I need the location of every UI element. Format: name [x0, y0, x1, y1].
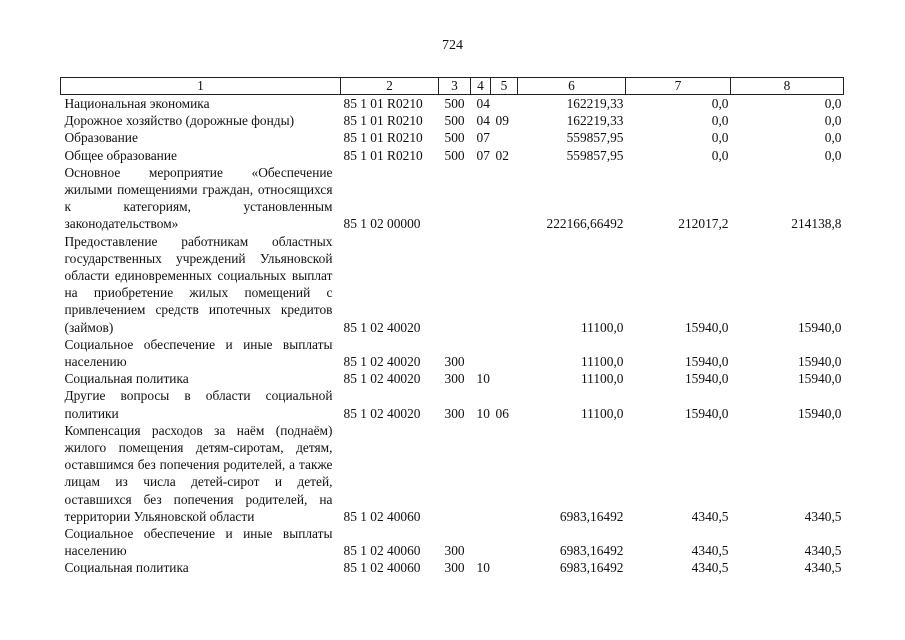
row-expense-type — [439, 164, 471, 233]
row-code: 85 1 01 R0210 — [343, 96, 423, 111]
row-section — [471, 336, 491, 370]
row-subsection — [491, 233, 518, 336]
row-name: Другие вопросы в области социальной политики — [64, 388, 333, 421]
column-header: 7 — [626, 78, 731, 95]
row-amount-8: 15940,0 — [797, 405, 842, 421]
row-amount-7: 0,0 — [711, 147, 729, 163]
row-amount-6: 11100,0 — [580, 354, 624, 370]
table-row — [61, 95, 844, 113]
row-amount-7: 4340,5 — [691, 543, 729, 559]
budget-table — [60, 77, 844, 577]
row-amount-7: 15940,0 — [684, 405, 729, 421]
table-row — [61, 164, 844, 233]
row-amount-6: 222166,66492 — [546, 216, 624, 232]
row-section — [471, 422, 491, 525]
row-name: Компенсация расходов за наём (поднаём) жилого помещения детям-сиротам, детям, оставшимся без попечения родителей, а также лицам из числа детей-сирот и детей, оставшихся без попечения родителей, на территории Ульяновской области — [64, 422, 333, 524]
row-expense-type — [439, 422, 471, 525]
row-amount-6: 162219,33 — [566, 113, 624, 129]
table-row — [61, 387, 844, 421]
row-code: 85 1 02 40020 — [343, 354, 421, 370]
row-subsection: 02 — [495, 147, 509, 163]
column-header: 1 — [61, 78, 341, 95]
table-row — [61, 233, 844, 336]
row-name: Социальное обеспечение и иные выплаты населению — [64, 336, 333, 370]
row-name: Социальное обеспечение и иные выплаты населению — [64, 526, 333, 559]
table-row — [61, 525, 844, 559]
table-row — [61, 147, 844, 164]
row-amount-7: 212017,2 — [678, 216, 729, 232]
row-amount-6: 6983,16492 — [559, 543, 624, 559]
row-amount-6: 162219,33 — [566, 96, 624, 111]
row-amount-8: 0,0 — [824, 130, 842, 146]
row-amount-7: 15940,0 — [684, 354, 729, 370]
row-amount-8: 0,0 — [824, 147, 842, 163]
column-header: 6 — [518, 78, 626, 95]
row-subsection: 06 — [495, 405, 509, 421]
row-section: 10 — [476, 371, 490, 387]
row-amount-8: 15940,0 — [797, 371, 842, 387]
row-section — [471, 164, 491, 233]
row-amount-8: 15940,0 — [797, 319, 842, 335]
table-row — [61, 129, 844, 146]
row-name: Социальная политика — [64, 560, 189, 576]
row-section: 04 — [476, 113, 490, 129]
row-amount-8: 0,0 — [824, 113, 842, 129]
row-expense-type — [439, 233, 471, 336]
column-header: 5 — [491, 78, 518, 95]
row-code: 85 1 02 00000 — [343, 216, 421, 232]
row-amount-7: 4340,5 — [691, 508, 729, 524]
row-code: 85 1 02 40060 — [343, 543, 421, 559]
row-subsection — [491, 129, 518, 146]
row-expense-type: 500 — [444, 113, 465, 129]
row-expense-type: 500 — [444, 130, 465, 146]
row-subsection — [491, 422, 518, 525]
table-row — [61, 422, 844, 525]
row-name: Общее образование — [64, 147, 177, 163]
column-header: 2 — [341, 78, 439, 95]
row-amount-7: 15940,0 — [684, 319, 729, 335]
row-amount-6: 11100,0 — [580, 371, 624, 387]
table-row — [61, 336, 844, 370]
row-subsection — [491, 336, 518, 370]
row-amount-6: 6983,16492 — [559, 508, 624, 524]
table-row — [61, 370, 844, 387]
row-subsection — [491, 95, 518, 113]
row-code: 85 1 02 40020 — [343, 405, 421, 421]
row-amount-6: 559857,95 — [566, 130, 624, 146]
table-row — [61, 559, 844, 576]
row-subsection — [491, 559, 518, 576]
row-amount-6: 11100,0 — [580, 319, 624, 335]
row-amount-8: 4340,5 — [804, 508, 842, 524]
row-name: Национальная экономика — [64, 96, 210, 111]
row-expense-type: 300 — [444, 371, 465, 387]
row-section: 10 — [476, 405, 490, 421]
row-amount-7: 0,0 — [711, 113, 729, 129]
row-amount-8: 15940,0 — [797, 354, 842, 370]
row-section — [471, 233, 491, 336]
row-subsection — [491, 525, 518, 559]
row-section: 07 — [476, 130, 490, 146]
table-body — [61, 95, 844, 577]
row-section: 10 — [476, 560, 490, 576]
row-code: 85 1 01 R0210 — [343, 113, 423, 129]
column-header: 4 — [471, 78, 491, 95]
row-amount-6: 11100,0 — [580, 405, 624, 421]
row-code: 85 1 02 40060 — [343, 508, 421, 524]
row-code: 85 1 01 R0210 — [343, 147, 423, 163]
table-header-row — [61, 78, 844, 95]
row-name: Дорожное хозяйство (дорожные фонды) — [64, 113, 295, 129]
row-amount-8: 4340,5 — [804, 543, 842, 559]
row-section — [471, 525, 491, 559]
row-name: Основное мероприятие «Обеспечение жилыми помещениями граждан, относящихся к категориям, установленным законодательством» — [64, 164, 333, 232]
row-amount-6: 6983,16492 — [559, 560, 624, 576]
row-expense-type: 300 — [444, 354, 465, 370]
row-amount-8: 4340,5 — [804, 560, 842, 576]
row-name: Предоставление работникам областных государственных учреждений Ульяновской области единовременных социальных выплат на приобретение жилых помещений с привлечением средств ипотечных кредитов (займов) — [64, 233, 333, 335]
row-code: 85 1 02 40060 — [343, 560, 421, 576]
row-amount-8: 0,0 — [824, 96, 842, 111]
page-number: 724 — [442, 38, 463, 53]
row-amount-7: 0,0 — [711, 96, 729, 111]
row-subsection — [491, 164, 518, 233]
column-header: 8 — [731, 78, 844, 95]
row-name: Социальная политика — [64, 371, 189, 387]
row-subsection — [491, 370, 518, 387]
row-expense-type: 500 — [444, 147, 465, 163]
row-amount-7: 0,0 — [711, 130, 729, 146]
row-amount-8: 214138,8 — [791, 216, 842, 232]
row-subsection: 09 — [495, 113, 509, 129]
row-expense-type: 300 — [444, 543, 465, 559]
row-amount-6: 559857,95 — [566, 147, 624, 163]
row-amount-7: 15940,0 — [684, 371, 729, 387]
row-section: 07 — [476, 147, 490, 163]
row-expense-type: 300 — [444, 405, 465, 421]
row-code: 85 1 02 40020 — [343, 319, 421, 335]
table-row — [61, 112, 844, 129]
row-amount-7: 4340,5 — [691, 560, 729, 576]
column-header: 3 — [439, 78, 471, 95]
row-code: 85 1 02 40020 — [343, 371, 421, 387]
row-name: Образование — [64, 130, 138, 146]
row-section: 04 — [476, 96, 490, 111]
row-expense-type: 300 — [444, 560, 465, 576]
row-code: 85 1 01 R0210 — [343, 130, 423, 146]
row-expense-type: 500 — [444, 96, 465, 111]
